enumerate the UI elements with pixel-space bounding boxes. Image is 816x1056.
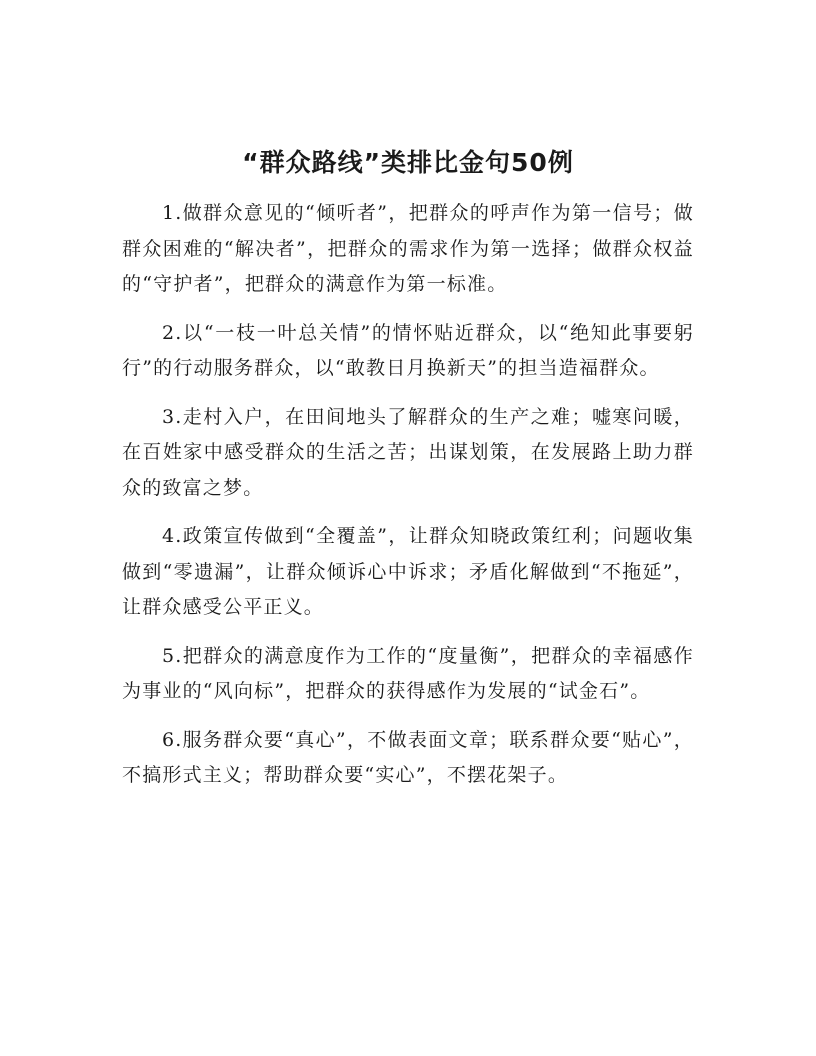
- paragraph-2: 2.以“一枝一叶总关情”的情怀贴近群众，以“绝知此事要躬行”的行动服务群众，以“敢教日月换新天”的担当造福群众。: [122, 321, 694, 379]
- paragraph-3: 3.走村入户，在田间地头了解群众的生产之难；嘘寒问暖，在百姓家中感受群众的生活之苦；出谋划策，在发展路上助力群众的致富之梦。: [122, 405, 694, 499]
- document-title: “群众路线”类排比金句50例: [242, 148, 574, 177]
- paragraph-1: 1.做群众意见的“倾听者”，把群众的呼声作为第一信号；做群众困难的“解决者”，把群众的需求作为第一选择；做群众权益的“守护者”，把群众的满意作为第一标准。: [122, 202, 694, 295]
- paragraph-6: 6.服务群众要“真心”，不做表面文章；联系群众要“贴心”，不搞形式主义；帮助群众要“实心”，不摆花架子。: [122, 728, 694, 786]
- paragraph-5: 5.把群众的满意度作为工作的“度量衡”，把群众的幸福感作为事业的“风向标”，把群众的获得感作为发展的“试金石”。: [122, 644, 694, 702]
- document-body: [122, 196, 694, 807]
- paragraph-4: 4.政策宣传做到“全覆盖”，让群众知晓政策红利；问题收集做到“零遗漏”，让群众倾诉心中诉求；矛盾化解做到“不拖延”，让群众感受公平正义。: [122, 525, 694, 618]
